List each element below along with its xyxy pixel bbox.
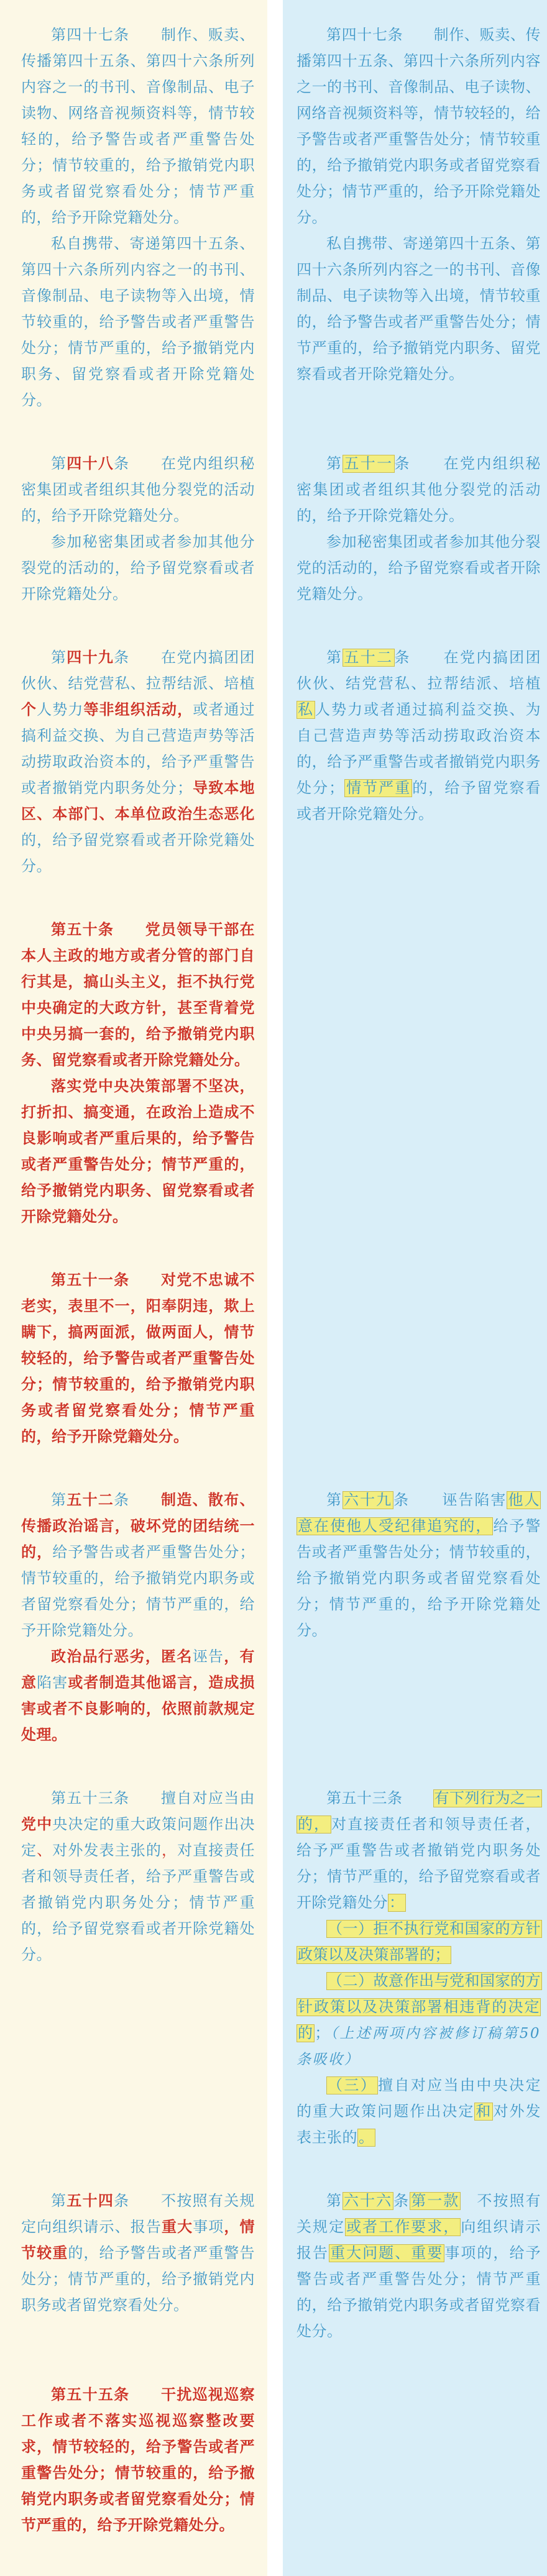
article-paragraph xyxy=(21,451,255,529)
text-run: 条 在党内搞团团伙伙、结党营私、拉帮结派、培植 xyxy=(21,649,255,692)
article-paragraph xyxy=(296,231,541,388)
text-run: 条 不按照有关规定向组织请示、报告 xyxy=(21,2193,255,2236)
new-version-cell xyxy=(283,2382,547,2576)
new-version-cell xyxy=(283,22,547,451)
text-run: 第 xyxy=(51,2193,67,2209)
added-text-highlight: 第一款 xyxy=(411,2193,460,2209)
text-run: 私自携带、寄递第四十五条、第四十六条所列内容之一的书刊、音像制品、电子读物等入出境，情节较重的，给予警告或者严重警告处分；情节严重的，给予撤销党内职务、留党察看或者开除党籍处分。 xyxy=(21,235,255,409)
old-version-cell xyxy=(0,1487,267,1786)
text-run: 诬告 xyxy=(192,1648,224,1665)
new-article-51 xyxy=(296,451,541,608)
article-paragraph xyxy=(21,1074,255,1230)
article-paragraph xyxy=(21,1267,255,1450)
added-text-highlight: （三） xyxy=(328,2077,377,2094)
old-version-cell xyxy=(0,2382,267,2576)
added-text-highlight: 情节严重 xyxy=(345,780,411,797)
added-text-highlight: 五十一 xyxy=(344,455,393,472)
text-run: 事项 xyxy=(193,2219,224,2236)
new-version-cell xyxy=(283,917,547,1487)
removed-text-run: 、 xyxy=(37,1842,53,1859)
text-run: 人势力 xyxy=(37,701,84,718)
added-text-highlight: 六十六 xyxy=(344,2193,393,2209)
added-text-highlight: 有下列行为之一的， xyxy=(298,1790,541,1833)
text-run: 条 xyxy=(393,2193,410,2209)
text-run: 的，给予警告或者严重警告处分；情节严重的，给予撤销党内职务或者留党察看处分。 xyxy=(21,2245,255,2314)
old-version-cell xyxy=(0,917,267,1487)
removed-text-run: 重大 xyxy=(161,2219,193,2236)
text-run: 或者通过搞利益交换、为自己营造声势等活动捞取政治资本的，给予严重警告或者撤销党内职务处分； xyxy=(21,701,255,797)
added-text-highlight: 。 xyxy=(359,2129,374,2146)
old-article-55 xyxy=(21,2382,255,2539)
removed-text-run: 四十八 xyxy=(67,455,114,472)
text-run: 不按照有关规定 xyxy=(296,2193,541,2236)
article-paragraph xyxy=(21,645,255,880)
removed-text-run: 个 xyxy=(21,701,37,718)
text-run: 央决定的重大政策问题作出决定 xyxy=(21,1816,255,1859)
article-paragraph xyxy=(21,1487,255,1644)
text-run: 私自携带、寄递第四十五条、第四十六条所列内容之一的书刊、音像制品、电子读物等入出境，情节较重的，给予警告或者严重警告处分；情节严重的，给予撤销党内职务、留党察看或者开除党籍处分。 xyxy=(296,235,541,383)
text-run: 条 在党内组织秘密集团或者组织其他分裂党的活动的，给予开除党籍处分。 xyxy=(21,455,255,524)
text-run: 对直接责任者和领导责任者，给予严重警告或者撤销党内职务处分；情节严重的，给予留党察看或者开除党籍处分 xyxy=(296,1816,541,1911)
added-text-highlight: ： xyxy=(389,1894,405,1911)
old-article-49 xyxy=(21,645,255,880)
text-run: 给予警告或者严重警告处分；情节较重的，给予撤销党内职务或者留党察看处分；情节严重的，给予开除党籍处分。 xyxy=(21,1544,255,1639)
removed-text-run: 第五十五条 干扰巡视巡察工作或者不落实巡视巡察整改要求，情节较轻的，给予警告或者严重警告处分；情节较重的，给予撤销党内职务或者留党察看处分；情节严重的，给予开除党籍处分。 xyxy=(21,2386,255,2534)
article-paragraph xyxy=(21,917,255,1074)
new-version-cell xyxy=(283,2188,547,2382)
article-paragraph xyxy=(296,645,541,828)
old-article-50 xyxy=(21,917,255,1230)
added-text-highlight: 他人意在使他人受纪律追究的， xyxy=(298,1492,540,1535)
article-paragraph xyxy=(21,529,255,608)
added-text-highlight: （二）故意作出与党和国家的方针政策以及决策部署相违背的决定的 xyxy=(298,1973,541,2042)
added-text-highlight: 五十二 xyxy=(344,649,393,666)
text-run: 第四十七条 制作、贩卖、传播第四十五条、第四十六条所列内容之一的书刊、音像制品、电子读物、网络音视频资料等，情节较轻的，给予警告或者严重警告处分；情节较重的，给予撤销党内职务或者留党察看处分；情节严重的，给予开除党籍处分。 xyxy=(21,27,255,226)
text-run: 条 在党内组织秘密集团或者组织其他分裂党的活动的，给予开除党籍处分。 xyxy=(296,455,541,524)
article-paragraph xyxy=(21,2188,255,2319)
new-article-53 xyxy=(296,1786,541,2151)
text-run: 第五十三条 擅自对应当由 xyxy=(51,1790,255,1807)
new-version-cell xyxy=(283,645,547,917)
article-paragraph xyxy=(296,2188,541,2345)
removed-text-run: 五十二 xyxy=(67,1492,114,1509)
text-run: 条 诬告陷害 xyxy=(393,1492,507,1509)
text-run: 第 xyxy=(326,455,343,472)
removed-text-run: 党中 xyxy=(21,1816,53,1833)
text-run: 擅自对应当由中央决定的重大政策问题作出决定 xyxy=(296,2077,541,2120)
old-article-51 xyxy=(21,1267,255,1450)
new-version-cell xyxy=(283,1786,547,2188)
text-run: 对外发表主张的 xyxy=(52,1842,162,1859)
text-run: 第五十三条 xyxy=(326,1790,433,1807)
old-article-48 xyxy=(21,451,255,608)
old-article-47 xyxy=(21,22,255,414)
text-run: 第 xyxy=(51,649,67,666)
removed-text-run: 或者制造其他谣言，造成损害或者不良影响的，依照前款规定处理。 xyxy=(21,1674,255,1743)
removed-text-run: 落实党中央决策部署不坚决，打折扣、搞变通，在政治上造成不良影响或者严重后果的，给予警告或者严重警告处分；情节严重的，给予撤销党内职务、留党察看或者开除党籍处分。 xyxy=(21,1078,255,1225)
article-paragraph xyxy=(21,1644,255,1748)
new-version-cell xyxy=(283,1487,547,1786)
old-article-54 xyxy=(21,2188,255,2319)
text-run: 人势力或者通过搞利益交换、为自己营造声势等活动捞取政治资本的，给予严重警告或者撤销党内职务处分； xyxy=(296,701,541,797)
article-paragraph xyxy=(21,231,255,414)
old-version-cell xyxy=(0,22,267,451)
new-article-52 xyxy=(296,645,541,828)
removed-text-run: ，有意 xyxy=(21,1648,255,1691)
text-run: ； xyxy=(315,2025,330,2042)
article-paragraph xyxy=(296,1786,541,1916)
new-article-47 xyxy=(296,22,541,388)
text-run: 第 xyxy=(326,1492,343,1509)
added-text-highlight: （一）拒不执行党和国家的方针政策以及决策部署的； xyxy=(298,1921,541,1963)
added-text-highlight: 六十九 xyxy=(344,1492,393,1509)
article-paragraph xyxy=(296,451,541,529)
old-article-52 xyxy=(21,1487,255,1748)
old-version-cell xyxy=(0,645,267,917)
article-paragraph xyxy=(21,22,255,231)
added-text-highlight: 私 xyxy=(298,701,315,718)
removed-text-run: 第五十一条 对党不忠诚不老实，表里不一，阳奉阴违，欺上瞒下，搞两面派，做两面人，情节较轻的，给予警告或者严重警告处分；情节较重的，给予撤销党内职务或者留党察看处分；情节严重的，给予开除党籍处分。 xyxy=(21,1272,255,1445)
removed-text-run: 五十四 xyxy=(67,2193,114,2209)
text-run: 条 在党内搞团团伙伙、结党营私、拉帮结派、培植 xyxy=(296,649,541,692)
text-run: 陷害 xyxy=(37,1674,68,1691)
added-text-highlight: 重大问题、重要 xyxy=(330,2245,444,2262)
article-paragraph xyxy=(21,2382,255,2539)
removed-text-run: 制造、散布、传播政治谣言，破坏党的团结统一的， xyxy=(21,1492,255,1561)
old-version-cell xyxy=(0,451,267,645)
article-paragraph xyxy=(296,2073,541,2151)
added-text-highlight: 和 xyxy=(476,2103,492,2120)
text-run: 的，给予留党察看或者开除党籍处分。 xyxy=(296,780,541,823)
old-version-cell xyxy=(0,2188,267,2382)
text-run: 第 xyxy=(51,455,67,472)
text-run: 第四十七条 制作、贩卖、传播第四十五条、第四十六条所列内容之一的书刊、音像制品、电子读物、网络音视频资料等，情节较轻的，给予警告或者严重警告处分；情节较重的，给予撤销党内职务或者留党察看处分；情节严重的，给予开除党籍处分。 xyxy=(296,27,541,226)
removed-text-run: 第五十条 党员领导干部在本人主政的地方或者分管的部门自行其是，搞山头主义，拒不执行党中央确定的大政方针，甚至背着党中央另搞一套的，给予撤销党内职务、留党察看或者开除党籍处分。 xyxy=(21,921,255,1069)
new-article-66-clause-1 xyxy=(296,2188,541,2345)
removed-text-run: 四十九 xyxy=(67,649,114,666)
article-paragraph xyxy=(296,22,541,231)
text-run: 第 xyxy=(51,1492,67,1509)
text-run: 事项的，给予警告或者严重警告处分；情节严重的，给予撤销党内职务或者留党察看处分。 xyxy=(296,2245,541,2340)
added-text-highlight: 或者工作要求， xyxy=(346,2219,460,2236)
text-run: 参加秘密集团或者参加其他分裂党的活动的，给予留党察看或者开除党籍处分。 xyxy=(21,534,255,603)
text-run: 向组织请示报告 xyxy=(296,2219,541,2262)
article-paragraph xyxy=(296,1487,541,1644)
article-paragraph xyxy=(296,1968,541,2073)
text-run: 第 xyxy=(326,2193,343,2209)
text-run: 对直接责任者和领导责任者，给予严重警告或者撤销党内职务处分；情节严重的，给予留党察看或者开除党籍处分。 xyxy=(21,1842,255,1963)
text-run: 条 xyxy=(114,1492,162,1509)
text-run: 参加秘密集团或者参加其他分裂党的活动的，给予留党察看或者开除党籍处分。 xyxy=(296,534,541,603)
article-paragraph xyxy=(296,529,541,608)
removed-text-run: 政治品行恶劣，匿名 xyxy=(51,1648,193,1665)
removed-text-run: ，情节较重 xyxy=(21,2219,255,2262)
removed-text-run: 导致本地区、本部门、本单位政治生态恶化 xyxy=(21,780,255,823)
editor-note: （上述两项内容被修订稿第50条吸收） xyxy=(296,2026,541,2068)
text-run: 第 xyxy=(326,649,343,666)
removed-text-run: ， xyxy=(161,1842,178,1859)
text-run: 给予警告或者严重警告处分；情节较重的，给予撤销党内职务或者留党察看处分；情节严重的，给予开除党籍处分。 xyxy=(296,1518,541,1639)
text-run: 对外发表主张的 xyxy=(296,2103,541,2146)
old-article-53 xyxy=(21,1786,255,1968)
new-article-69 xyxy=(296,1487,541,1644)
article-paragraph xyxy=(296,1916,541,1968)
article-paragraph xyxy=(21,1786,255,1968)
text-run: 的，给予留党察看或者开除党籍处分。 xyxy=(21,832,255,875)
new-version-cell xyxy=(283,451,547,645)
removed-text-run: 等非组织活动， xyxy=(83,701,193,718)
old-version-cell xyxy=(0,1786,267,2188)
